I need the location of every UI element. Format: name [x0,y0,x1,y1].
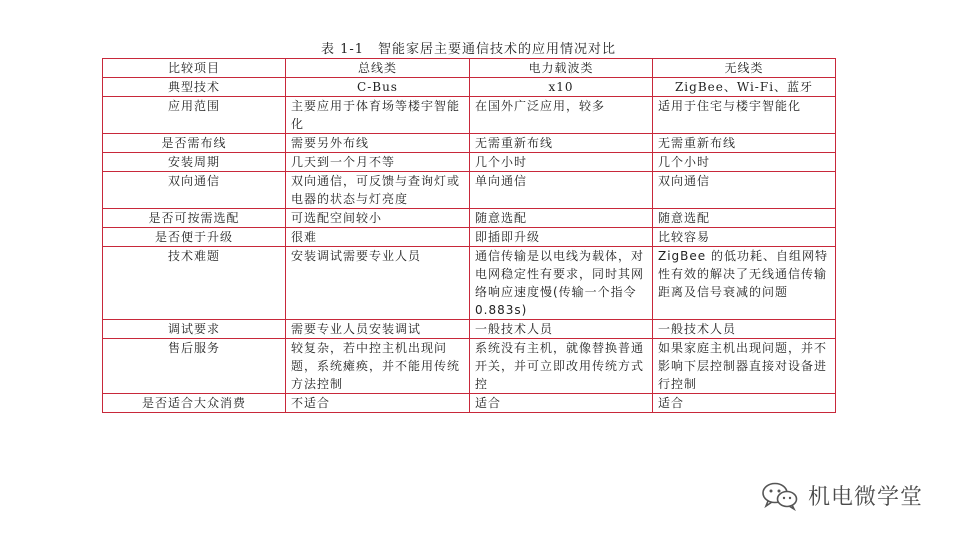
row-label: 是否便于升级 [103,228,286,247]
table-cell: 需要专业人员安装调试 [286,320,470,339]
header-cell: 比较项目 [103,59,286,78]
watermark [760,480,923,511]
table-cell: ZigBee、Wi-Fi、蓝牙 [653,78,836,97]
table-cell: 适合 [653,394,836,413]
table-cell: 一般技术人员 [470,320,653,339]
table-row [103,97,836,134]
table-cell: 双向通信 [653,172,836,209]
table-cell: 主要应用于体育场等楼宇智能化 [286,97,470,134]
table-cell: 很难 [286,228,470,247]
table-cell: 无需重新布线 [470,134,653,153]
row-label: 安装周期 [103,153,286,172]
table-cell: 几天到一个月不等 [286,153,470,172]
table-row [103,78,836,97]
table-row [103,320,836,339]
wechat-icon [760,481,800,511]
table-cell: 适合 [470,394,653,413]
row-label: 典型技术 [103,78,286,97]
table-header-row [103,59,836,78]
table-cell: 随意选配 [470,209,653,228]
table-row [103,209,836,228]
row-label: 售后服务 [103,339,286,394]
table-row [103,339,836,394]
header-cell: 电力载波类 [470,59,653,78]
table-cell: 随意选配 [653,209,836,228]
table-number: 表 1-1 [320,42,365,57]
row-label: 是否适合大众消费 [103,394,286,413]
table-cell: 双向通信，可反馈与查询灯或电器的状态与灯亮度 [286,172,470,209]
comparison-table [102,58,836,413]
table-cell: 需要另外布线 [286,134,470,153]
table-row [103,247,836,320]
header-cell: 无线类 [653,59,836,78]
table-cell: 单向通信 [470,172,653,209]
table-cell: 无需重新布线 [653,134,836,153]
table-cell: 可选配空间较小 [286,209,470,228]
table-cell: ZigBee 的低功耗、自组网特性有效的解决了无线通信传输距离及信号衰减的问题 [653,247,836,320]
table-cell: 一般技术人员 [653,320,836,339]
table-row [103,153,836,172]
table-row [103,228,836,247]
table-cell: 即插即升级 [470,228,653,247]
table-row [103,172,836,209]
table-cell: 通信传输是以电线为载体，对电网稳定性有要求，同时其网络响应速度慢(传输一个指令 0.883s) [470,247,653,320]
table-cell: C-Bus [286,78,470,97]
table-cell: 安装调试需要专业人员 [286,247,470,320]
header-cell: 总线类 [286,59,470,78]
row-label: 调试要求 [103,320,286,339]
row-label: 技术难题 [103,247,286,320]
table-cell: 较复杂，若中控主机出现问题，系统瘫痪，并不能用传统方法控制 [286,339,470,394]
row-label: 双向通信 [103,172,286,209]
table-cell: 适用于住宅与楼宇智能化 [653,97,836,134]
table-caption [102,38,835,57]
table-cell: 系统没有主机，就像替换普通开关，并可立即改用传统方式控 [470,339,653,394]
table-cell: 几个小时 [470,153,653,172]
table-cell: 不适合 [286,394,470,413]
table-cell: 比较容易 [653,228,836,247]
table-cell: x10 [470,78,653,97]
table-cell: 在国外广泛应用，较多 [470,97,653,134]
table-cell: 如果家庭主机出现问题，并不影响下层控制器直接对设备进行控制 [653,339,836,394]
row-label: 是否需布线 [103,134,286,153]
table-title: 智能家居主要通信技术的应用情况对比 [378,42,617,57]
table-cell: 几个小时 [653,153,836,172]
table-row [103,394,836,413]
table-row [103,134,836,153]
row-label: 是否可按需选配 [103,209,286,228]
watermark-text: 机电微学堂 [808,485,924,510]
row-label: 应用范围 [103,97,286,134]
